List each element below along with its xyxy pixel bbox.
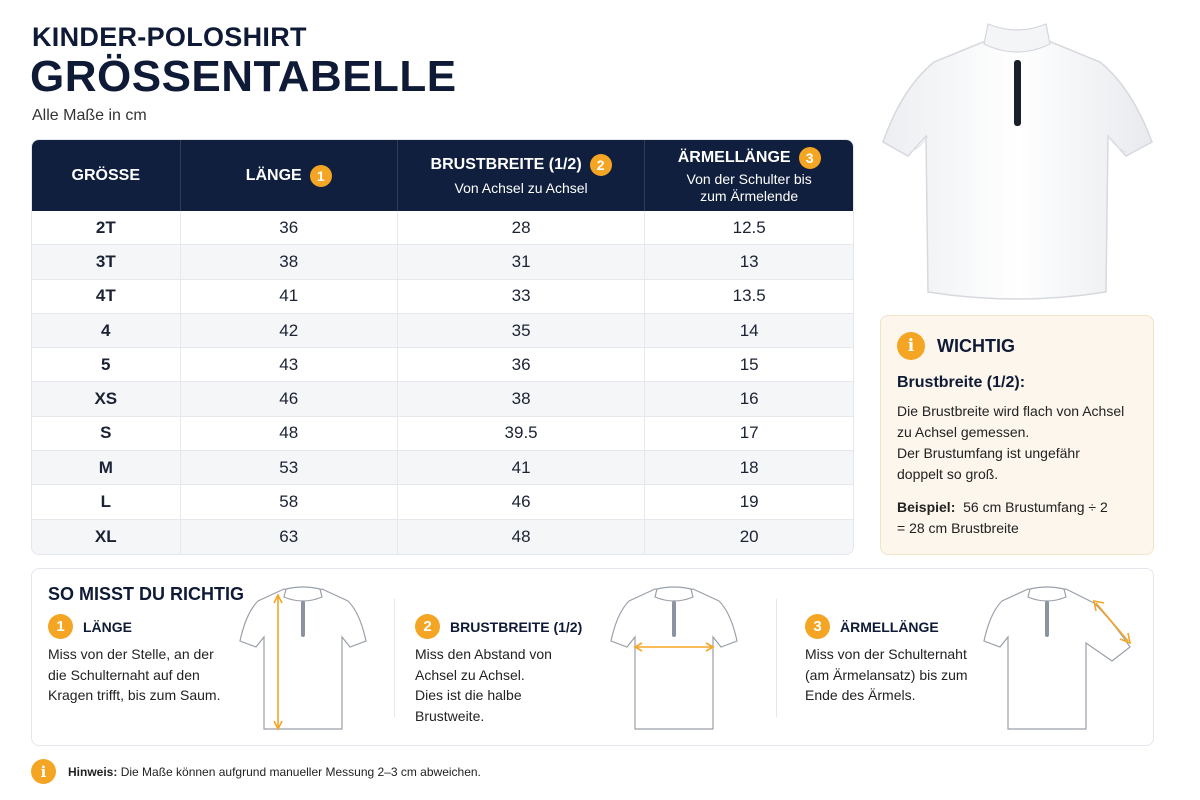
measure-cell: 20 (645, 520, 853, 554)
measure-title: SO MISST DU RICHTIG (48, 584, 245, 604)
size-cell: L (32, 485, 181, 519)
poloshirt-product-image (880, 10, 1155, 305)
measure-cell: 42 (181, 314, 398, 348)
step-chest-text: Miss den Abstand von Achsel zu Achsel. Dies ist die halbe Brustweite. (415, 646, 552, 724)
measure-cell: 48 (181, 417, 398, 451)
measure-cell: 31 (398, 245, 645, 279)
measure-cell: 48 (398, 520, 645, 554)
table-row (32, 451, 853, 485)
header-sleeve-sub: Von der Schulter bis zum Ärmelende (686, 170, 812, 204)
size-cell: 5 (32, 348, 181, 382)
measure-cell: 14 (645, 314, 853, 348)
chest-diagram-shirt-icon (608, 583, 740, 733)
table-row (32, 485, 853, 519)
number-badge-1: 1 (310, 165, 332, 187)
measure-cell: 36 (181, 211, 398, 245)
step-length-text: Miss von der Stelle, an der die Schulternaht auf den Kragen trifft, bis zum Saum. (48, 646, 221, 703)
step-chest-header (415, 614, 582, 639)
size-cell: 3T (32, 245, 181, 279)
size-table (31, 139, 854, 555)
info-example: Beispiel: 56 cm Brustumfang ÷ 2 = 28 cm Brustbreite (897, 499, 1108, 536)
step-badge-2: 2 (415, 614, 440, 639)
step-sleeve-header (805, 614, 939, 639)
measure-cell: 28 (398, 211, 645, 245)
table-row (32, 280, 853, 314)
measure-cell: 53 (181, 451, 398, 485)
sleeve-diagram-shirt-icon (978, 583, 1138, 733)
measure-cell: 15 (645, 348, 853, 382)
table-header-row (32, 140, 853, 211)
important-info-box (880, 315, 1154, 555)
number-badge-2: 2 (590, 154, 612, 176)
note-text: Hinweis: Die Maße können aufgrund manueller Messung 2–3 cm abweichen. (68, 764, 481, 779)
step-length-header (48, 614, 132, 639)
measure-cell: 41 (398, 451, 645, 485)
size-cell: M (32, 451, 181, 485)
measure-cell: 43 (181, 348, 398, 382)
section-divider (394, 599, 395, 717)
length-diagram-shirt-icon (238, 583, 368, 733)
table-row (32, 348, 853, 382)
measure-cell: 18 (645, 451, 853, 485)
section-divider (776, 599, 777, 717)
table-row (32, 520, 853, 554)
size-cell: 4T (32, 280, 181, 314)
header-chest-sub: Von Achsel zu Achsel (454, 180, 588, 196)
measure-cell: 46 (181, 382, 398, 416)
table-row (32, 245, 853, 279)
step-badge-1: 1 (48, 614, 73, 639)
info-subtitle: Brustbreite (1/2): (897, 374, 1026, 391)
units-subtitle: Alle Maße in cm (32, 107, 147, 124)
step-sleeve-text: Miss von der Schulternaht (am Ärmelansatz) bis zum Ende des Ärmels. (805, 646, 968, 703)
header-sleeve-length: ÄRMELLÄNGE 3 Von der Schulter bis zum Ärmelende (645, 140, 853, 211)
measure-cell: 46 (398, 485, 645, 519)
info-icon: i (31, 759, 56, 784)
table-row (32, 211, 853, 245)
step-chest-label: BRUSTBREITE (1/2) (450, 618, 583, 635)
measure-cell: 35 (398, 314, 645, 348)
header-size: GRÖSSE (32, 140, 181, 211)
measure-cell: 36 (398, 348, 645, 382)
step-length-label: LÄNGE (83, 618, 132, 635)
table-row (32, 382, 853, 416)
measure-cell: 39.5 (398, 417, 645, 451)
size-cell: 4 (32, 314, 181, 348)
measure-cell: 63 (181, 520, 398, 554)
step-badge-3: 3 (805, 614, 830, 639)
info-icon: i (897, 332, 925, 360)
measure-cell: 38 (181, 245, 398, 279)
measure-cell: 16 (645, 382, 853, 416)
measure-cell: 33 (398, 280, 645, 314)
size-cell: 2T (32, 211, 181, 245)
measure-cell: 17 (645, 417, 853, 451)
info-title: WICHTIG (937, 335, 1015, 356)
page-title: GRÖSSENTABELLE (30, 52, 457, 101)
footer-note (31, 759, 481, 784)
measure-cell: 12.5 (645, 211, 853, 245)
measure-cell: 19 (645, 485, 853, 519)
measure-cell: 41 (181, 280, 398, 314)
table-row (32, 417, 853, 451)
header-chest-width: BRUSTBREITE (1/2) 2 Von Achsel zu Achsel (398, 140, 645, 211)
measure-cell: 13.5 (645, 280, 853, 314)
measure-cell: 38 (398, 382, 645, 416)
measure-cell: 13 (645, 245, 853, 279)
size-cell: S (32, 417, 181, 451)
number-badge-3: 3 (799, 147, 821, 169)
header-length: LÄNGE 1 (181, 140, 398, 211)
table-row (32, 314, 853, 348)
measure-cell: 58 (181, 485, 398, 519)
size-cell: XL (32, 520, 181, 554)
how-to-measure-section (31, 568, 1154, 746)
step-sleeve-label: ÄRMELLÄNGE (840, 618, 939, 635)
title-kinder-poloshirt: KINDER-POLOSHIRT (32, 22, 307, 52)
size-cell: XS (32, 382, 181, 416)
info-text: Die Brustbreite wird flach von Achsel zu Achsel gemessen. Der Brustumfang ist ungefähr doppelt so groß. (897, 403, 1125, 482)
